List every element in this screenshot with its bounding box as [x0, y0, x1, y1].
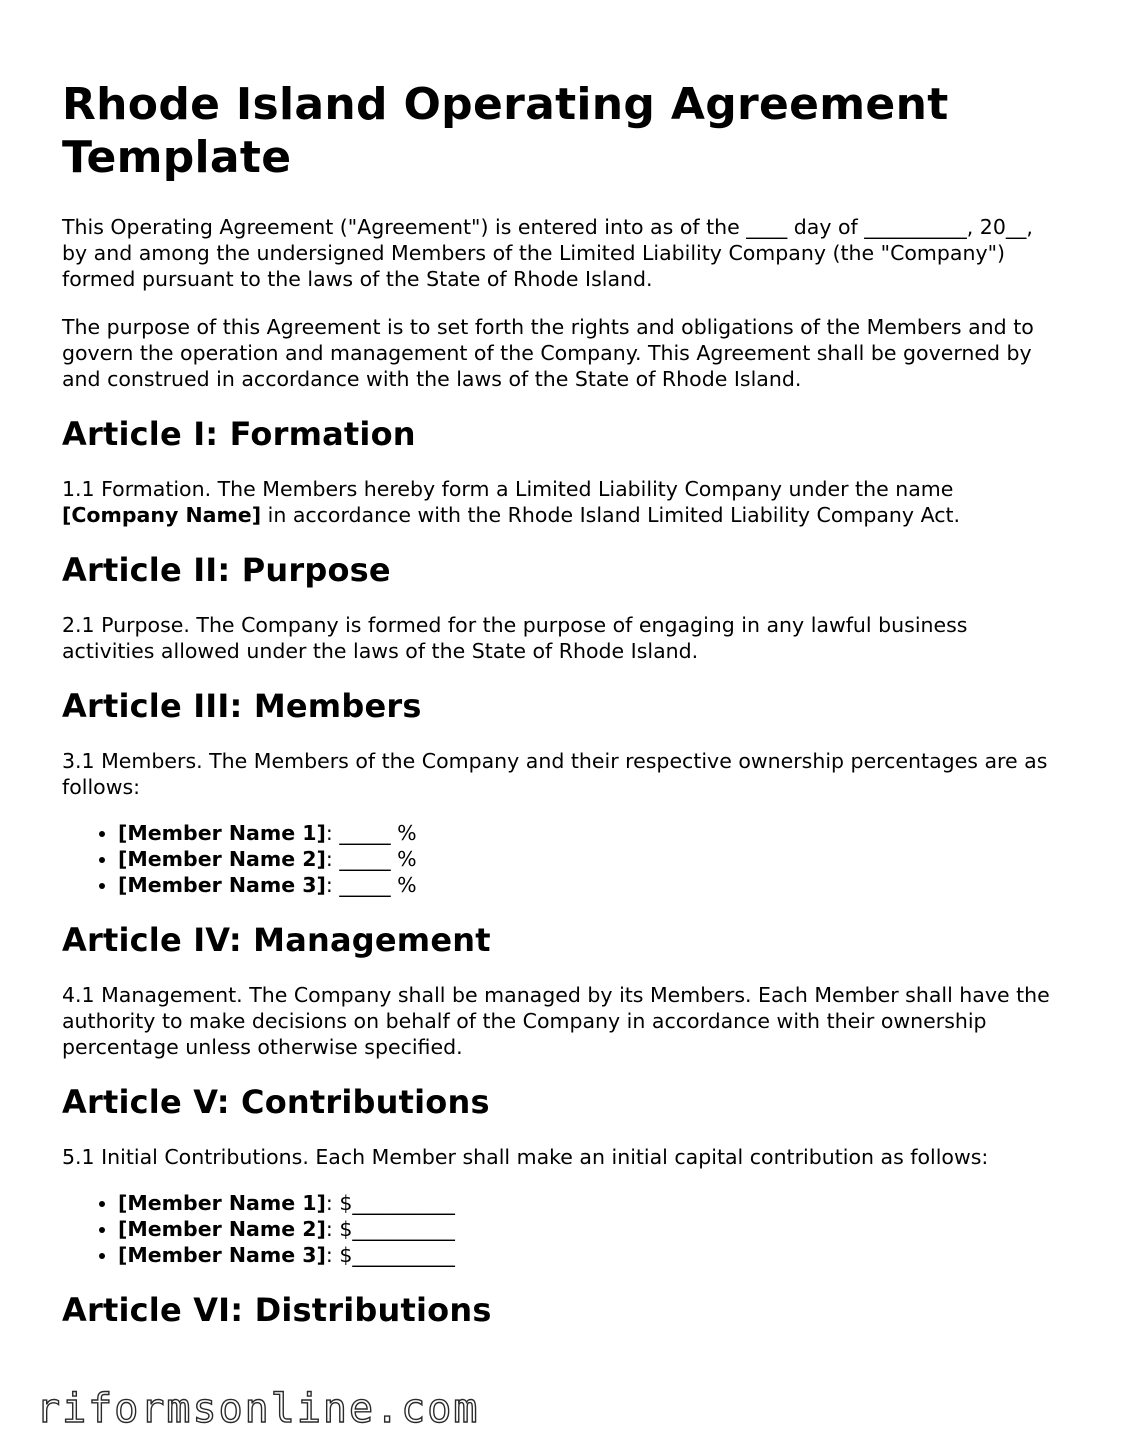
article-3-heading: Article III: Members: [62, 687, 422, 725]
list-item: [118, 846, 1062, 872]
member-percentage: : _____ %: [325, 847, 417, 871]
member-name: [Member Name 1]: [118, 1191, 326, 1215]
member-name: [Member Name 3]: [118, 873, 326, 897]
document-title: Rhode Island Operating Agreement Template: [62, 79, 949, 183]
article-3-text: 3.1 Members. The Members of the Company and their respective ownership percentages are as follows:: [62, 749, 1048, 799]
company-name-placeholder: [Company Name]: [62, 503, 262, 527]
article-1-text-before: 1.1 Formation. The Members hereby form a Limited Liability Company under the name: [62, 477, 954, 501]
intro-paragraph-1: This Operating Agreement ("Agreement") is entered into as of the ____ day of __________, 20__, by and among the undersigned Members of the Limited Liability Company (the "Company") formed pursuant to the laws of the State of Rhode Island.: [62, 215, 1033, 291]
list-item: [118, 820, 1062, 846]
members-list: [62, 820, 1062, 898]
member-name: [Member Name 1]: [118, 821, 326, 845]
article-1-text-after: in accordance with the Rhode Island Limited Liability Company Act.: [267, 503, 961, 527]
member-name: [Member Name 2]: [118, 1217, 326, 1241]
member-percentage: : _____ %: [325, 821, 417, 845]
contributions-list: [62, 1190, 1062, 1268]
site-watermark: riformsonline.com: [36, 1386, 480, 1432]
article-6-heading: Article VI: Distributions: [62, 1291, 492, 1329]
article-1-text: [62, 476, 1062, 528]
list-item: [118, 872, 1062, 898]
contribution-amount: : $__________: [325, 1243, 455, 1267]
contribution-amount: : $__________: [325, 1217, 455, 1241]
document-page: [62, 78, 1062, 1352]
article-2-text: 2.1 Purpose. The Company is formed for the purpose of engaging in any lawful business activities allowed under the laws of the State of Rhode Island.: [62, 613, 968, 663]
article-5-text: 5.1 Initial Contributions. Each Member shall make an initial capital contribution as follows:: [62, 1145, 989, 1169]
list-item: [118, 1216, 1062, 1242]
list-item: [118, 1242, 1062, 1268]
member-name: [Member Name 3]: [118, 1243, 326, 1267]
article-4-text: 4.1 Management. The Company shall be managed by its Members. Each Member shall have the authority to make decisions on behalf of the Company in accordance with their ownership percentage unless otherwise specified.: [62, 983, 1050, 1059]
list-item: [118, 1190, 1062, 1216]
member-percentage: : _____ %: [325, 873, 417, 897]
article-2-heading: Article II: Purpose: [62, 551, 391, 589]
article-4-heading: Article IV: Management: [62, 921, 491, 959]
intro-paragraph-2: The purpose of this Agreement is to set forth the rights and obligations of the Members and to govern the operation and management of the Company. This Agreement shall be governed by and construed in accordance with the laws of the State of Rhode Island.: [62, 315, 1034, 391]
contribution-amount: : $__________: [325, 1191, 455, 1215]
member-name: [Member Name 2]: [118, 847, 326, 871]
article-5-heading: Article V: Contributions: [62, 1083, 490, 1121]
article-1-heading: Article I: Formation: [62, 415, 416, 453]
